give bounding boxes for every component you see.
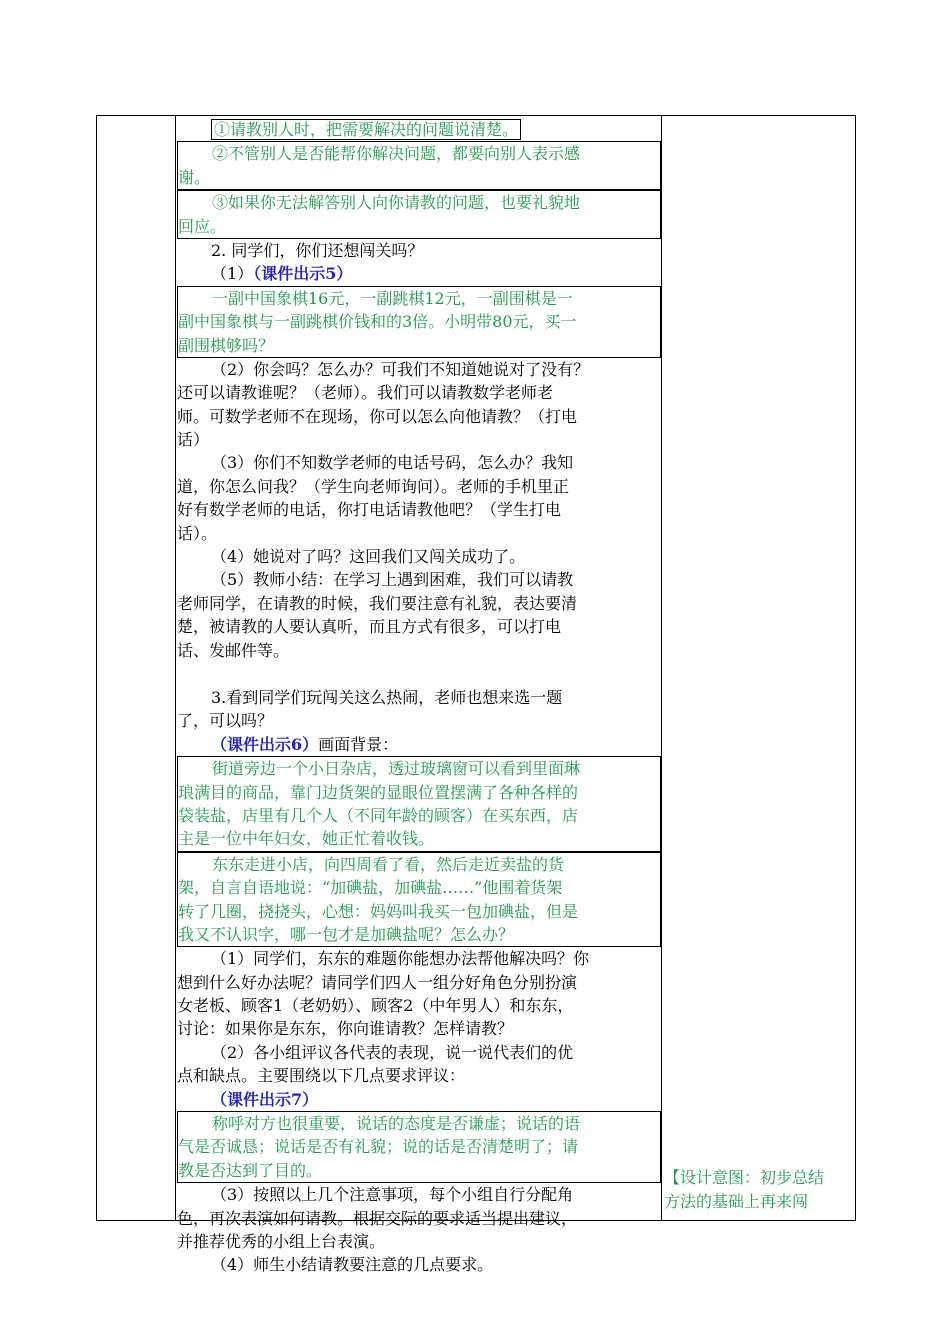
step-1 xyxy=(177,262,661,285)
rule-2-line-1: ②不管别人是否能帮你解决问题，都要向别人表示感 xyxy=(212,144,581,164)
rule-3-line-1: ③如果你无法解答别人向你请教的问题，也要礼貌地 xyxy=(212,193,581,213)
background-label: 画面背景： xyxy=(318,734,399,754)
lesson-table xyxy=(96,115,856,1275)
step-3-line-2: 道，你怎么问我？（学生向老师询问）。老师的手机里正 xyxy=(177,476,570,496)
courseware-6-line xyxy=(177,733,661,756)
teaching-process-column xyxy=(177,118,661,1277)
rule-2-line-2: 谢。 xyxy=(178,167,211,187)
chess-line-1: 一副中国象棋16元，一副跳棋12元，一副围棋是一 xyxy=(212,288,573,308)
rule-2-box xyxy=(177,141,661,190)
step-1-num: （1） xyxy=(211,264,254,284)
criteria-line-2: 气是否诚恳；说话是否有礼貌；说的话是否清楚明了；请 xyxy=(178,1137,579,1157)
step-3-line-3: 好有数学老师的电话，你打电话请教他吧？（学生打电 xyxy=(177,500,562,520)
chess-problem-box xyxy=(177,286,661,358)
task-1-line-2: 想到什么好办法呢？请同学们四人一组分好角色分别扮演 xyxy=(177,972,578,992)
street-scene-box xyxy=(177,756,661,852)
column-divider-left xyxy=(175,116,176,1220)
courseware-tag-7: （课件出示7） xyxy=(211,1089,319,1109)
story-line-1: 东东走进小店，向四周看了看，然后走近卖盐的货 xyxy=(212,854,565,874)
step-5-line-3: 楚，被请教的人要认真听，而且方式有很多，可以打电 xyxy=(177,617,562,637)
step-2-line-4: 话） xyxy=(177,430,210,450)
step-2-line-1: （2）你会吗？怎么办？可我们不知道她说对了没有？ xyxy=(211,359,590,379)
story-line-4: 我又不认识字，哪一包才是加碘盐呢？怎么办？ xyxy=(178,924,515,944)
question-3-line-2: 了，可以吗？ xyxy=(177,711,274,731)
question-2: 2. 同学们，你们还想闯关吗？ xyxy=(211,240,424,260)
design-intent-line-2: 方法的基础上再来闯 xyxy=(664,1192,809,1211)
task-3-line-2: 色，再次表演如何请教。根据交际的要求适当提出建议， xyxy=(177,1208,578,1228)
task-1-line-4: 讨论：如果你是东东，你向谁请教？怎样请教？ xyxy=(177,1019,514,1039)
courseware-tag-6: （课件出示6） xyxy=(211,734,319,754)
column-divider-right xyxy=(661,116,662,1220)
step-4: （4）她说对了吗？这回我们又闯关成功了。 xyxy=(211,547,526,567)
chess-line-3: 副围棋够吗？ xyxy=(178,335,275,355)
rule-1: ①请教别人时，把需要解决的问题说清楚。 xyxy=(177,118,661,141)
step-5-line-4: 话、发邮件等。 xyxy=(177,640,290,660)
street-line-1: 街道旁边一个小日杂店，透过玻璃窗可以看到里面琳 xyxy=(212,759,581,779)
design-intent-column xyxy=(664,1166,854,1214)
rule-3-line-2: 回应。 xyxy=(178,216,227,236)
task-1-line-3: 女老板、顾客1（老奶奶）、顾客2（中年男人）和东东， xyxy=(177,996,574,1016)
step-5-line-2: 老师同学，在请教的时候，我们要注意有礼貌，表达要清 xyxy=(177,593,578,613)
task-2-line-2: 点和缺点。主要围绕以下几点要求评议： xyxy=(177,1066,466,1086)
street-line-3: 袋装盐，店里有几个人（不同年龄的顾客）在买东西，店 xyxy=(178,805,579,825)
question-3-line-1: 3.看到同学们玩闯关这么热闹，老师也想来选一题 xyxy=(211,687,563,707)
courseware-tag-5: （课件出示5） xyxy=(253,264,353,284)
step-5-line-1: （5）教师小结：在学习上遇到困难，我们可以请教 xyxy=(211,570,574,590)
courseware-7-line xyxy=(177,1088,661,1111)
step-2-line-3: 师。可数学老师不在现场，你可以怎么向他请教？（打电 xyxy=(177,406,578,426)
dongdong-story-box xyxy=(177,852,661,948)
step-3-line-4: 话）。 xyxy=(177,523,218,543)
task-3-line-1: （3）按照以上几个注意事项，每个小组自行分配角 xyxy=(211,1185,574,1205)
step-3-line-1: （3）你们不知数学老师的电话号码，怎么办？我知 xyxy=(211,453,574,473)
task-3-line-3: 并推荐优秀的小组上台表演。 xyxy=(177,1231,386,1251)
design-intent-line-1: 【设计意图：初步总结 xyxy=(664,1168,825,1187)
rule-3-box xyxy=(177,190,661,239)
task-1-line-1: （1）同学们，东东的难题你能想办法帮他解决吗？你 xyxy=(211,949,590,969)
street-line-2: 琅满目的商品，靠门边货架的显眼位置摆满了各种各样的 xyxy=(178,782,579,802)
chess-line-2: 副中国象棋与一副跳棋价钱和的3倍。小明带80元，买一 xyxy=(178,312,577,332)
criteria-line-3: 教是否达到了目的。 xyxy=(178,1160,323,1180)
task-2-line-1: （2）各小组评议各代表的表现，说一说代表们的优 xyxy=(211,1042,574,1062)
spacer xyxy=(177,662,661,686)
story-line-2: 架，自言自语地说：“加碘盐，加碘盐……”他围着货架 xyxy=(178,878,563,898)
criteria-line-1: 称呼对方也很重要，说话的态度是否谦虚；说话的语 xyxy=(212,1114,581,1134)
street-line-4: 主是一位中年妇女，她正忙着收钱。 xyxy=(178,829,435,849)
story-line-3: 转了几圈，挠挠头，心想：妈妈叫我买一包加碘盐，但是 xyxy=(178,901,579,921)
task-4: （4）师生小结请教要注意的几点要求。 xyxy=(211,1255,494,1275)
step-2-line-2: 还可以请教谁呢？（老师）。我们可以请教数学老师老 xyxy=(177,383,554,403)
evaluation-criteria-box xyxy=(177,1111,661,1183)
